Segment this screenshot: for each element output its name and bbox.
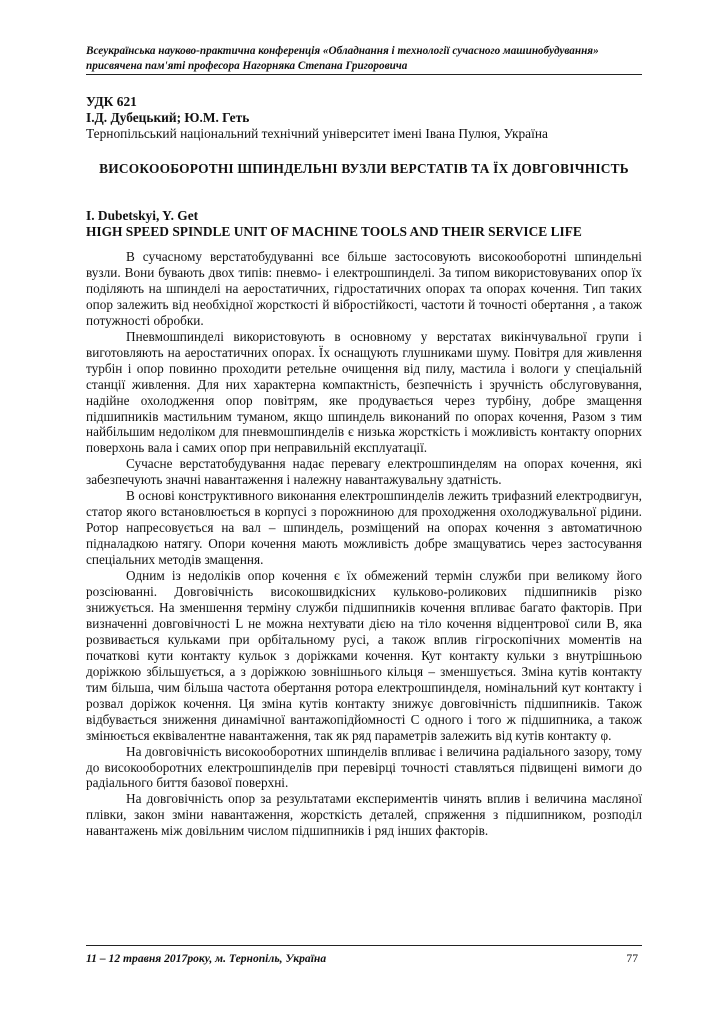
article-meta	[86, 94, 646, 143]
page-footer	[86, 952, 642, 966]
page-number: 77	[626, 952, 638, 965]
conference-header-line2: присвячена пам'яті професора Нагорняка Степана Григоровича	[86, 60, 408, 72]
footer-date-location: 11 – 12 травня 2017року, м. Тернопіль, Україна	[86, 952, 327, 965]
affiliation: Тернопільський національний технічний університет імені Івана Пулюя, Україна	[86, 126, 548, 142]
body-paragraph: Пневмошпинделі використовують в основному у верстатах викінчувальної групи і виготовляють на аеростатичних опорах. Їх оснащують глушниками шуму. Повітря для живлення турбін і опор повинно проходити ретельне очищення від пилу, мастила і вологи у спеціальній станції живлення. Для них характерна компактність, безпечність і зручність обслуговування, надійне охолодження опор повітрям, яке продувається через турбіну, добре змащення підшипників мастильним туманом, якщо шпиндель виконаний по опорах кочення, Разом з тим найбільшим недоліком для пневмошпинделів є низька жорсткість і можливість контакту опорних поверхонь вала і самих опор при неправильній експлуатації.	[86, 328, 642, 456]
article-body	[86, 249, 642, 839]
body-paragraph: На довговічність високооборотних шпинделів впливає і величина радіального зазору, тому до високооборотних електрошпинделів при перевірці точності ставляться підвищені вимоги до радіального биття базової поверхні.	[86, 743, 642, 791]
body-paragraph: В основі конструктивного виконання електрошпинделів лежить трифазний електродвигун, статор якого встановлюється в корпусі з порожниною для проходження охолоджувальної рідини. Ротор напресовується на вал – шпиндель, розміщений на опорах кочення з автоматичною підналадкою натягу. Опори кочення мають можливість добре змащуватись через застосування спеціальних методів змащення.	[86, 488, 642, 568]
body-paragraph: Одним із недоліків опор кочення є їх обмежений термін служби при великому його розсіюванні. Довговічність високошвидкісних кульково-роликових підшипників різко знижується. На зменшення терміну служби підшипників кочення впливає багато факторів. При визначенні довговічності L не можна нехтувати дією на тіло кочення відцентрової сили B, яка розвивається кульками при орбітальному русі, а також вплив гігроскопічних моментів на початкові кути контакту кульок з доріжками кочення. Кут контакту кульки з внутрішньою доріжкою збільшується, а з доріжкою зовнішнього кільця – зменшується. Зміна кутів контакту тим більша, чим більша частота обертання ротора електрошпинделя, номінальний кут контакту і розвал доріжок кочення. Ця зміна кутів контакту знижує довговічність підшипників. Також відбувається зниження динамічної вантажопідйомності C одного і того ж підшипника, а також змінюється еквівалентне навантаження, так як ряд параметрів залежить від кутів контакту φ.	[86, 568, 642, 743]
udk-code: УДК 621	[86, 94, 137, 109]
body-paragraph: Сучасне верстатобудування надає перевагу електрошпинделям на опорах кочення, які забезпечують значні навантаження і належну навантажувальну здатність.	[86, 456, 642, 488]
article-title-ua: ВИСОКООБОРОТНІ ШПИНДЕЛЬНІ ВУЗЛИ ВЕРСТАТІВ ТА ЇХ ДОВГОВІЧНІСТЬ	[99, 161, 629, 176]
authors-en: I. Dubetskyi, Y. Get	[86, 208, 199, 223]
authors-ua: І.Д. Дубецький; Ю.М. Геть	[86, 110, 250, 126]
header-divider	[86, 74, 642, 75]
body-paragraph: На довговічність опор за результатами експериментів чинять вплив і величина масляної плівки, закон зміни навантаження, жорсткість деталей, спряження з підшипником, розподіл навантажень між довільним числом підшипників і ряд інших факторів.	[86, 791, 642, 839]
body-paragraph: В сучасному верстатобудуванні все більше застосовують високооборотні шпиндельні вузли. Вони бувають двох типів: пневмо- і електрошпинделі. За типом використовуваних опор їх поділяють на шпинделі на аеростатичних, гідростатичних опорах та опорах кочення. Тип таких опор залежить від необхідної жорсткості й вібростійкості, частоти й точності обертання , а також потужності обробки.	[86, 249, 642, 328]
conference-header	[86, 44, 646, 74]
article-title-en: HIGH SPEED SPINDLE UNIT OF MACHINE TOOLS AND THEIR SERVICE LIFE	[86, 224, 582, 240]
english-heading	[86, 208, 646, 240]
conference-header-line1: Всеукраїнська науково-практична конференція «Обладнання і технології сучасного машинобудування»	[86, 45, 599, 57]
footer-divider	[86, 945, 642, 946]
